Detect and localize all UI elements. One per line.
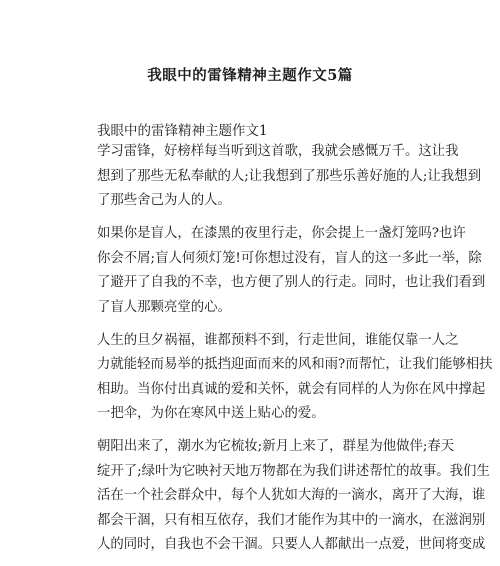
paragraph-line: 学习雷锋，好榜样每当听到这首歌，我就会感慨万千。这让我 <box>97 144 459 159</box>
paragraph-line: 活在一个社会群众中，每个人犹如大海的一滴水，离开了大海，谁 <box>97 488 486 503</box>
paragraph-line: 绽开了;绿叶为它映衬天地万物都在为我们讲述帮忙的故事。我们生 <box>97 463 490 479</box>
paragraph-line: 力就能轻而易举的抵挡迎面而来的风和雨?而帮忙，让我们能够相扶 <box>97 357 493 372</box>
paragraph-line: 人生的旦夕祸福，谁都预料不到，行走世间，谁能仅靠一人之 <box>97 332 459 348</box>
paragraph-line: 朝阳出来了，潮水为它梳妆;新月上来了，群星为他做伴;春天 <box>97 439 455 454</box>
paragraph-line: 了避开了自我的不幸，也方便了别人的行走。同时，也让我们看到 <box>97 275 486 290</box>
paragraph-4 <box>97 435 490 558</box>
document-title: 我眼中的雷锋精神主题作文5篇 <box>147 67 353 84</box>
paragraph-line: 如果你是盲人，在漆黑的夜里行走，你会提上一盏灯笼吗?也许 <box>97 226 466 241</box>
paragraph-line: 人的同时，自我也不会干涸。只要人人都献出一点爱，世间将变成 <box>97 537 486 552</box>
paragraph-1 <box>97 140 481 214</box>
paragraph-line: 了盲人那颗亮堂的心。 <box>97 299 231 315</box>
paragraph-line: 你会不屑;盲人何须灯笼!可你想过没有，盲人的这一多此一举，除 <box>97 250 482 266</box>
paragraph-line: 想到了那些无私奉献的人;让我想到了那些乐善好施的人;让我想到 <box>97 168 481 184</box>
paragraph-2 <box>97 222 486 320</box>
paragraph-line: 相助。当你付出真诚的爱和关怀，就会有同样的人为你在风中撑起 <box>97 381 486 397</box>
section-heading: 我眼中的雷锋精神主题作文1 <box>97 123 268 139</box>
paragraph-line: 一把伞，为你在寒风中送上贴心的爱。 <box>97 406 325 421</box>
paragraph-line: 了那些舍己为人的人。 <box>97 193 231 208</box>
document-body <box>97 140 493 566</box>
paragraph-3 <box>97 329 493 427</box>
paragraph-line: 都会干涸，只有相互依存，我们才能作为其中的一滴水，在滋润别 <box>97 512 486 528</box>
